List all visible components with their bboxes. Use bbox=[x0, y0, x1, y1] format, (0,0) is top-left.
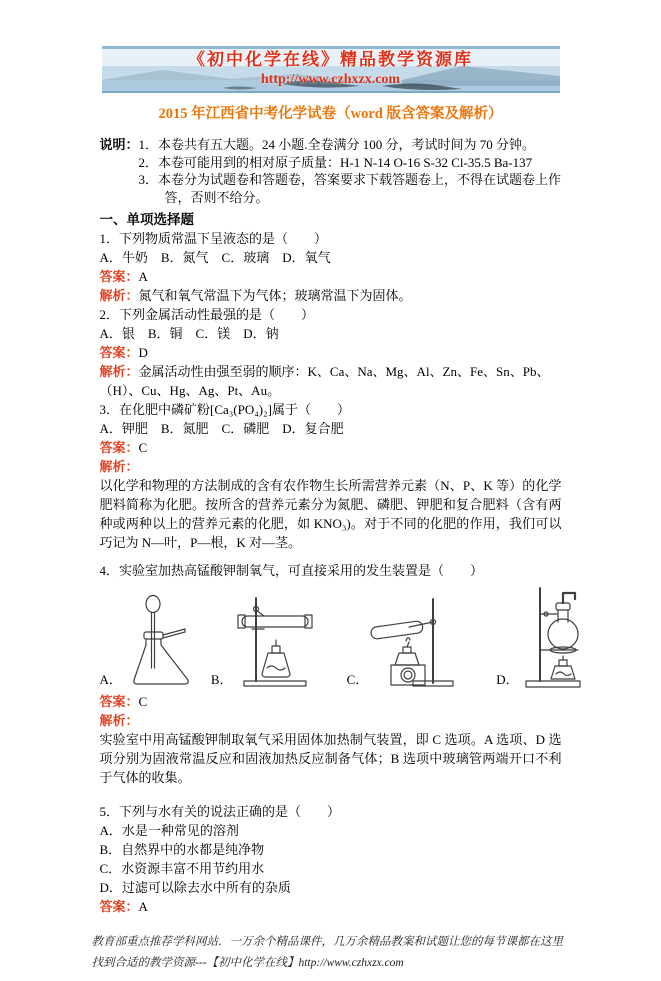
question-3-answer-line bbox=[100, 438, 562, 457]
question-5-answer-line bbox=[100, 897, 562, 916]
instructions-label: 说明： bbox=[99, 137, 139, 152]
question-4-stem: 4．实验室加热高锰酸钾制氧气，可直接采用的发生装置是（ ） bbox=[99, 563, 484, 578]
flask-thistle-funnel-apparatus-icon bbox=[123, 594, 203, 690]
question-2-analysis-line bbox=[100, 362, 562, 400]
page-footer: 教育部重点推荐学科网站．一万余个精品课件，几万余精品教案和试题让您的每节课都在这里找到合适的教学资源---【初中化学在线】http://www.czhxzx.com bbox=[91, 936, 563, 969]
banner-site-url: http://www.czhxzx.com bbox=[260, 72, 401, 87]
analysis-label: 解析： bbox=[99, 459, 139, 474]
instruction-item-1: 1．本卷共有五大题。24 小题.全卷满分 100 分，考试时间为 70 分钟。 bbox=[138, 137, 536, 152]
question-3-analysis: 以化学和物理的方法制成的含有农作物生长所需营养元素（N、P、K 等）的化学肥料简称为化肥。按所含的营养元素分为氮肥、磷肥、钾肥和复合肥料（含有两种或两种以上的营养元素的化肥，如 KNO₃)。对于不同的化肥的作用，我们可以巧记为 N—叶，P—根，K 对—茎。 bbox=[99, 478, 562, 550]
figure-a-label: A． bbox=[99, 672, 122, 687]
question-3-options: A．钾肥 B．氮肥 C．磷肥 D．复合肥 bbox=[99, 421, 344, 436]
question-5-option-d: D．过滤可以除去水中所有的杂质 bbox=[99, 880, 291, 895]
banner-site-title: 《初中化学在线》精品教学资源库 bbox=[188, 50, 473, 69]
figure-c-label: C． bbox=[346, 672, 369, 687]
instructions-items bbox=[139, 136, 562, 206]
question-1-analysis: 氮气和氧气常温下为气体；玻璃常温下为固体。 bbox=[138, 288, 412, 303]
figure-option-b bbox=[211, 590, 319, 690]
question-2-answer: D bbox=[138, 345, 148, 360]
question-3-answer: C bbox=[138, 440, 148, 455]
question-2-answer-line bbox=[100, 343, 562, 362]
round-flask-stand-lamp-apparatus-icon bbox=[520, 584, 595, 690]
question-2-options: A．银 B．铜 C．镁 D．钠 bbox=[99, 326, 279, 341]
banner-text bbox=[102, 46, 560, 88]
question-5-option-b: B．自然界中的水都是纯净物 bbox=[99, 842, 265, 857]
question-3-analysis-label-line bbox=[100, 457, 562, 476]
question-5-option-a: A．水是一种常见的溶剂 bbox=[99, 823, 239, 838]
test-tube-lamp-block-apparatus-icon bbox=[369, 595, 454, 690]
question-3-stem: 3．在化肥中磷矿粉[Ca₃(PO₄)₂]属于（ ） bbox=[99, 402, 350, 417]
document-page bbox=[0, 46, 661, 981]
question-1-answer-line bbox=[100, 267, 562, 286]
question-1-options: A．牛奶 B．氮气 C．玻璃 D．氧气 bbox=[99, 250, 331, 265]
analysis-label: 解析： bbox=[99, 288, 139, 303]
question-4-figures bbox=[100, 584, 562, 690]
question-4-analysis: 实验室中用高锰酸钾制取氧气采用固体加热制气装置，即 C 选项。A 选项、D 选项分别为固液常温反应和固液加热反应制备气体；B 选项中玻璃管两端开口不利于气体的收集。 bbox=[99, 732, 562, 785]
answer-label: 答案： bbox=[99, 345, 139, 360]
figure-d-label: D． bbox=[496, 672, 519, 687]
figure-option-a bbox=[100, 594, 203, 690]
figure-option-c bbox=[347, 595, 455, 690]
answer-label: 答案： bbox=[99, 269, 139, 284]
document-title: 2015 年江西省中考化学试卷（word 版含答案及解析） bbox=[158, 106, 503, 122]
question-5-stem: 5．下列与水有关的说法正确的是（ ） bbox=[99, 804, 341, 819]
instruction-item-2: 2．本卷可能用到的相对原子质量：H-1 N-14 O-16 S-32 Cl-35.5 Ba-137 bbox=[138, 154, 533, 170]
question-1-stem: 1．下列物质常温下呈液态的是（ ） bbox=[99, 231, 328, 246]
question-1-answer: A bbox=[138, 269, 148, 284]
answer-label: 答案： bbox=[99, 899, 139, 914]
question-4-analysis-label-line bbox=[100, 711, 562, 730]
answer-label: 答案： bbox=[99, 440, 139, 455]
instruction-item-3: 3．本卷分为试题卷和答题卷，答案要求下载答题卷上，不得在试题卷上作答，否则不给分。 bbox=[138, 172, 562, 205]
question-4-answer-line bbox=[100, 692, 562, 711]
figure-b-label: B． bbox=[210, 672, 233, 687]
question-4-answer: C bbox=[138, 694, 148, 709]
horizontal-tube-stand-lamp-apparatus-icon bbox=[234, 590, 319, 690]
answer-label: 答案： bbox=[99, 694, 139, 709]
site-banner-image bbox=[102, 46, 560, 93]
question-2-analysis: 金属活动性由强至弱的顺序：K、Ca、Na、Mg、Al、Zn、Fe、Sn、Pb、（H）、Cu、Hg、Ag、Pt、Au。 bbox=[99, 364, 550, 398]
analysis-label: 解析： bbox=[99, 364, 139, 379]
question-5-answer: A bbox=[138, 899, 148, 914]
figure-option-d bbox=[496, 584, 594, 690]
analysis-label: 解析： bbox=[99, 713, 139, 728]
question-1-analysis-line bbox=[100, 286, 562, 305]
section-1-heading: 一、单项选择题 bbox=[99, 212, 194, 227]
instructions-block bbox=[100, 136, 562, 206]
question-2-stem: 2．下列金属活动性最强的是（ ） bbox=[99, 307, 315, 322]
document-body bbox=[100, 136, 562, 916]
question-5-option-c: C．水资源丰富不用节约用水 bbox=[99, 861, 265, 876]
